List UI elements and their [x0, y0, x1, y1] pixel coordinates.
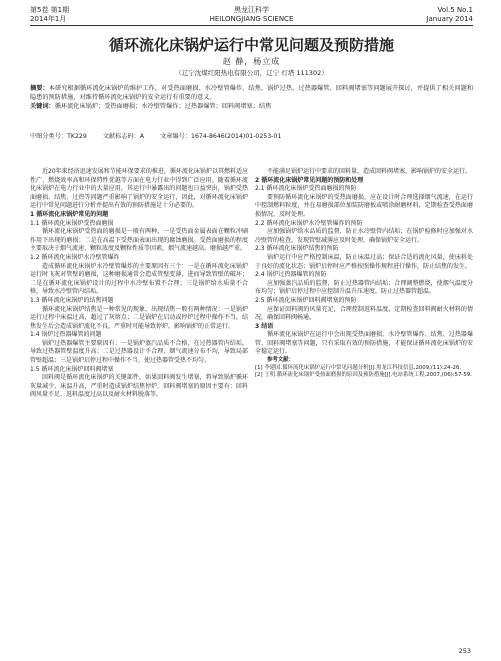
- section-heading: 1 循环流化床锅炉常见的问题: [30, 210, 109, 218]
- section-heading: 3 结语: [255, 322, 274, 330]
- doc-code: 文献标志码：A: [102, 133, 145, 140]
- issue-date: 2014年1月: [30, 15, 67, 23]
- article-title: 循环流化床锅炉运行中常见问题及预防措施: [108, 36, 394, 54]
- article-number: 文章编号：1674-8646(2014)01-0253-01: [160, 133, 282, 140]
- references-title: 参考文献：: [267, 357, 294, 364]
- body-right-column: [255, 168, 473, 380]
- paragraph: 应保证回料阀的风量充足，合理控制返料温度，定期检查回料阀耐火材料的情况，确保回料阀畅通。: [255, 305, 473, 322]
- subsection-heading: 2.5 循环流化床锅炉回料阀堵塞的预防: [255, 296, 357, 304]
- paragraph: 近20年来经济迅速发展和节能环保要求的推进，循环流化床锅炉以其燃料适应性广、燃烧效率高和环保特性优越等方面在电力行业中得到广泛应用。随着循环流化床锅炉在电力行业中的大量应用，其运行中暴露出的问题也日益突出，锅炉受热面磨损、结焦、过热等问题严重影响了锅炉的安全运行，因此，对循环流化床锅炉运行中常见问题进行分析并提出有效的预防措施是十分必要的。: [30, 168, 248, 210]
- subsection-heading: 1.4 锅炉过热器爆管的问题: [30, 331, 102, 339]
- paragraph: 造成循环流化床锅炉水冷壁管爆炸的主要原因有三个：一是在循环流化床锅炉运行时飞灰对管壁的磨损，这种磨损通常会造成管壁变薄，进而导致管壁的破坏；二是在循环流化床锅炉设计的过程中水冷壁布置不合理；三是锅炉给水质量不合格，导致水冷壁管内结垢。: [30, 262, 248, 296]
- volume-issue-en: Vol.5 No.1: [437, 6, 473, 14]
- page-header: [30, 6, 473, 28]
- reference-item: [2] 王明.循环流化床锅炉受热面磨损的原因及预防措施[J].电站系统工程,2007,(06):57-59.: [255, 372, 472, 379]
- abstract: [30, 84, 473, 111]
- subsection-heading: 2.2 循环流化床锅炉水冷壁管爆炸的预防: [255, 219, 363, 227]
- subsection-heading: 2.3 循环流化床锅炉结焦的预防: [255, 245, 339, 253]
- issue-date-en: January 2014: [426, 15, 473, 23]
- abstract-text: 本研究根据循环流化床锅炉的维护工作，对受热面磨损、水冷壁管爆炸、结焦、锅炉过热、过热器爆管、回料阀堵塞等问题展开探讨，并提供了相关问题和隐患的预防措施，对维持循环流化床锅炉的安全运行有重要的意义。: [30, 85, 474, 101]
- volume-issue: 第5卷 第1期: [30, 6, 70, 14]
- author-affiliation: （辽宁沈煤红阳热电有限公司，辽宁 灯塔 111302）: [175, 69, 328, 77]
- header-rule: [30, 25, 473, 26]
- subsection-heading: 1.5 循环流化床锅炉回料阀堵塞: [30, 365, 114, 373]
- paragraph: 应加强锅炉给水品质的监督，防止水冷壁管内结垢；在锅炉检修时应加强对水冷壁管的检查，发现管壁减薄应及时处理，确保锅炉安全运行。: [255, 228, 473, 244]
- body-left-column: [30, 168, 248, 400]
- paragraph: 循环流化床锅炉结焦是一种常见的现象，出现结焦一般有两种情况：一是锅炉运行过程中床温过高，超过了灰熔点；二是锅炉在启动或停炉过程中操作不当。结焦发生后会造成锅炉流化不良，严重时可能导致停炉，影响锅炉的正常运行。: [30, 305, 248, 330]
- paragraph: 回料阀是循环流化床锅炉的关键部件，如果回料阀发生堵塞，将导致锅炉循环灰量减少，床温升高，严重时造成锅炉结焦停炉。回料阀堵塞的原因主要有：回料阀风量不足、返料温度过高以及耐火材料脱落等。: [30, 374, 248, 399]
- section-heading: 2 循环流化床锅炉常见问题的预防和处理: [255, 176, 364, 184]
- subsection-heading: 1.3 循环流化床锅炉的结焦问题: [30, 296, 114, 304]
- abstract-label: 摘要：: [30, 85, 49, 92]
- subsection-heading: 1.1 循环流化床锅炉受热面磨损: [30, 219, 114, 227]
- header-center: [30, 6, 473, 24]
- paragraph: 锅炉运行中应严格控制床温，防止床温过高；保证合适的流化风量，使床料处于良好的流化状态；锅炉启停时应严格按照操作规程进行操作，防止结焦的发生。: [255, 253, 473, 270]
- paragraph: 要预防循环流化床锅炉的受热面磨损，应在设计时合理选择烟气流速，在运行中控制燃料粒度，并在易磨损部位加装防磨板或喷涂耐磨材料，定期检查受热面磨损情况，及时处理。: [255, 193, 473, 218]
- journal-name: 黑龙江科学: [234, 6, 269, 14]
- keywords-label: 关键词：: [30, 103, 55, 110]
- paragraph: 锅炉过热器爆管主要原因有：一是锅炉蒸汽品质不合格，在过热器管内结垢，导致过热器管壁温度升高；二是过热器设计不合理，烟气流速分布不均，导致局部管壁超温；三是锅炉启停过程中操作不当，使过热器管受热不均匀。: [30, 339, 248, 365]
- paragraph: 循环流化床锅炉受热面的磨损是一般有两种，一是受热面金属表面在颗粒冲刷作用下出现的磨损；二是在高温下受热面表面出现的腐蚀磨损。受热面磨损的程度主要取决于烟气流速、颗粒浓度及颗粒性质等因素，烟气流速越高，磨损越严重。: [30, 228, 248, 253]
- header-right: [426, 6, 473, 24]
- keywords-text: 循环流化床锅炉；受热面磨损；水冷壁管爆炸；过热器爆管；回料阀堵塞；结焦: [54, 103, 272, 110]
- paragraph: 循环流化床锅炉在运行中会出现受热面磨损、水冷壁管爆炸、结焦、过热器爆管、回料阀堵塞等问题，只有采取有效的预防措施，才能保证循环流化床锅炉的安全稳定运行。: [255, 331, 473, 356]
- subsection-heading: 2.4 锅炉过热器爆管的预防: [255, 271, 327, 279]
- subsection-heading: 1.2 循环流化床锅炉水冷壁管爆炸: [30, 253, 120, 261]
- reference-item: [1] 李建国.循环流化床锅炉运行中常见问题分析[J].黑龙江科技信息,2009,(11):24-26.: [255, 364, 462, 371]
- paragraph: 不能满足锅炉运行中要求的回料量，造成回料阀堵塞，影响锅炉的安全运行。: [267, 168, 472, 175]
- classification-line: [30, 132, 473, 141]
- clc-number: 中图分类号：TK229: [30, 133, 87, 140]
- paragraph: 应加强蒸汽品质的监督，防止过热器管内结垢；合理调整燃烧，使烟气温度分布均匀；锅炉启停过程中应控制升温升压速度，防止过热器管超温。: [255, 279, 473, 296]
- keywords: [30, 102, 473, 111]
- journal-name-en: HEILONGJIANG SCIENCE: [209, 15, 294, 23]
- subsection-heading: 2.1 循环流化床锅炉受热面磨损的预防: [255, 185, 357, 193]
- article-authors: 赵 静，杨立成: [222, 57, 281, 66]
- page-number: 253: [458, 647, 471, 655]
- references: [255, 357, 473, 380]
